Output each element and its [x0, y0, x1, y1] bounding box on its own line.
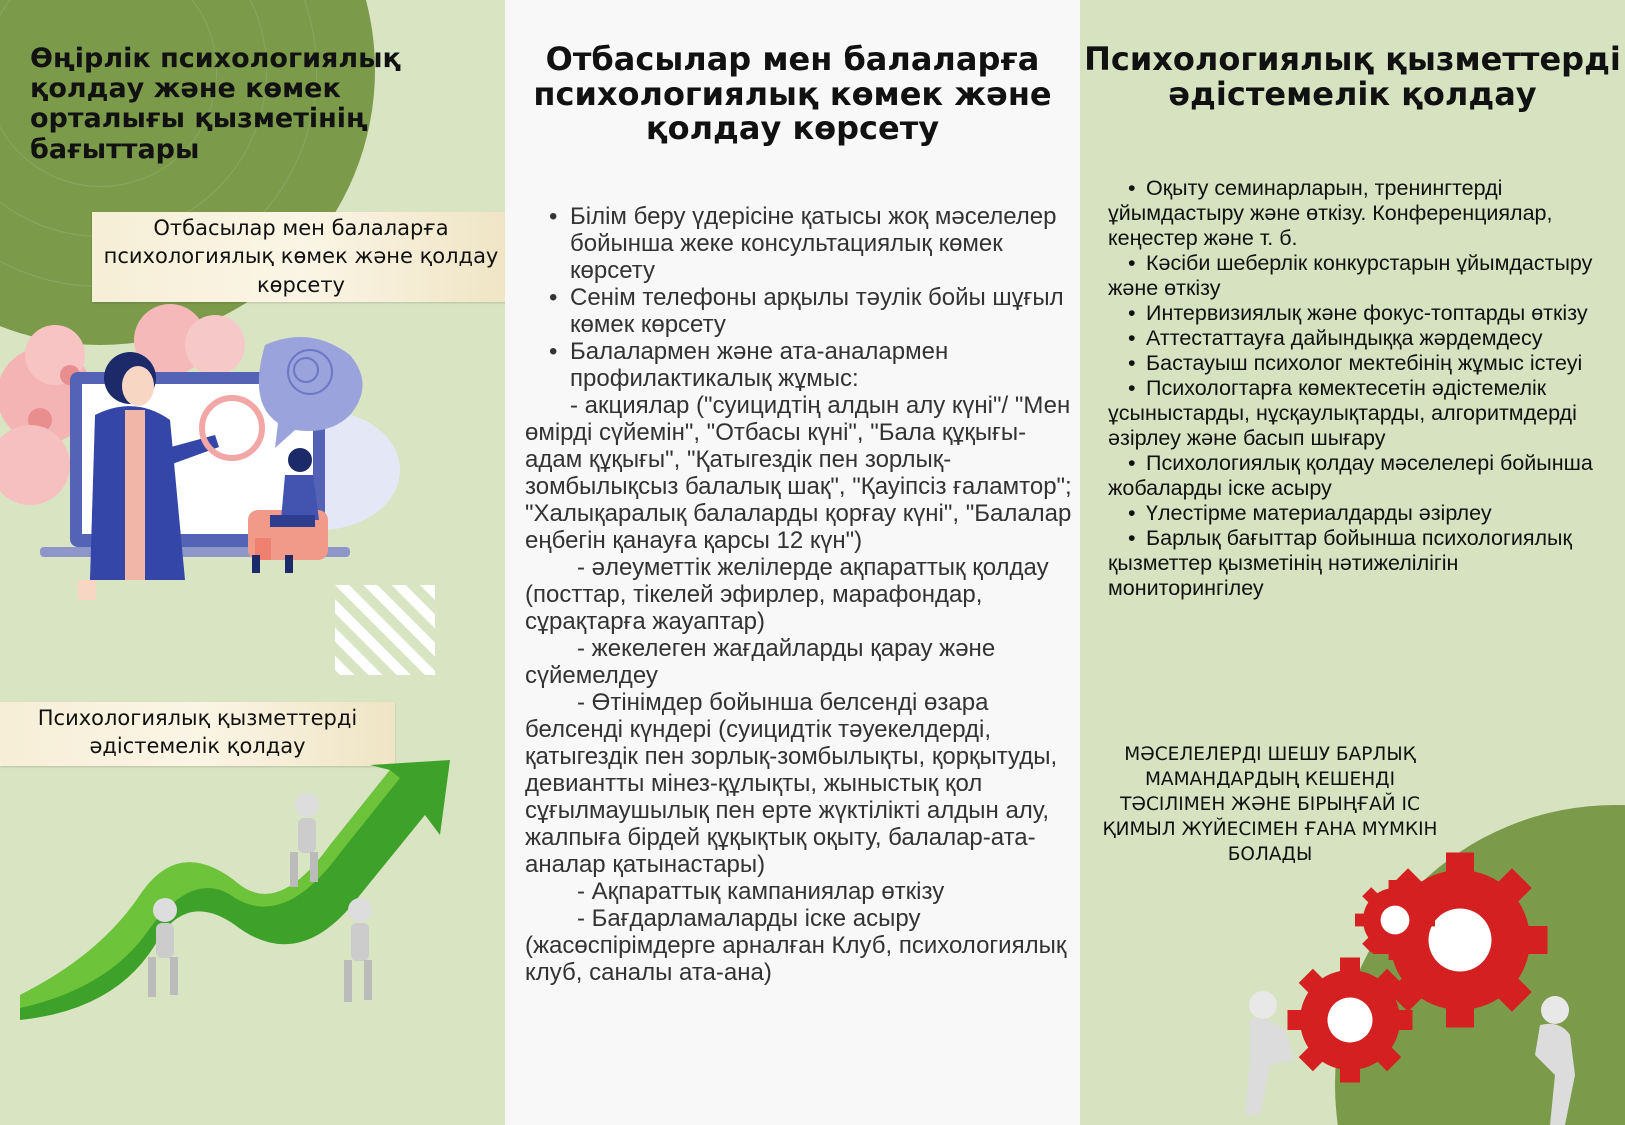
- right-body: [1108, 176, 1618, 601]
- middle-body: [525, 203, 1075, 986]
- right-list-item: • Үлестірме материалдарды әзірлеу: [1128, 501, 1492, 525]
- middle-sub-item: - Ақпараттық кампаниялар өткізу: [577, 878, 945, 905]
- middle-sub-item: - Өтінімдер бойынша белсенді өзара белсенді күндері (суицидтік тәуекелдерді, қатыгездік пен зорлық-зомбылықты, қорқытуды, девиантты мінез-құлықты, жыныстық қол сұғылмаушылық пен ерте жүктілікті алдын алу, жалпыға бірдей құқықтық оқыту, балалар-ата-аналар қатынастары): [525, 689, 1058, 878]
- growth-arrow-people-icon: [10, 760, 505, 1050]
- right-list-item: • Психологтарға көмектесетін әдістемелік ұсыныстарды, нұсқаулықтарды, алгоритмдерді әзірлеу және басып шығару: [1108, 376, 1577, 450]
- middle-bullet: • Сенім телефоны арқылы тәулік бойы шұғыл көмек көрсету: [525, 284, 1075, 338]
- right-list-item: • Оқыту семинарларын, тренингтерді ұйымдастыру және өткізу. Конференциялар, кеңестер және т. б.: [1108, 176, 1553, 250]
- middle-bullet: • Білім беру үдерісіне қатысы жоқ мәселелер бойынша жеке консультациялық көмек көрсету: [525, 203, 1075, 284]
- right-caption: МӘСЕЛЕЛЕРДІ ШЕШУ БАРЛЫҚ МАМАНДАРДЫҢ КЕШЕНДІ ТӘСІЛІМЕН ЖӘНЕ БІРЫҢҒАЙ ІС ҚИМЫЛ ЖҮЙЕСІМЕН ҒАНА МҮМКІН БОЛАДЫ: [1102, 744, 1438, 865]
- right-panel: [1080, 0, 1625, 1125]
- right-list-item: • Интервизиялық және фокус-топтарды өткізу: [1128, 301, 1588, 325]
- right-list-item: • Барлық бағыттар бойынша психологиялық қызметтер қызметінің нәтижелілігін мониторингілеу: [1108, 526, 1572, 600]
- middle-title: Отбасылар мен балаларға психологиялық көмек және қолдау көрсету: [533, 40, 1052, 148]
- right-list-item: • Психологиялық қолдау мәселелері бойынша жобаларды іске асыру: [1108, 451, 1593, 500]
- middle-sub-item: - жекелеген жағдайларды қарау және сүйемелдеу: [525, 635, 996, 689]
- gears-people-icon: [1205, 845, 1625, 1125]
- label-box-methodical-support: Психологиялық қызметтерді әдістемелік қолдау: [0, 702, 395, 766]
- right-title: Психологиялық қызметтерді әдістемелік қолдау: [1084, 40, 1621, 113]
- middle-bullet: • Балалармен және ата-аналармен профилактикалық жұмыс:: [525, 338, 1075, 392]
- striped-square-icon: [335, 585, 435, 675]
- middle-sub-item: - акциялар ("суицидтің алдын алу күні"/ "Мен өмірді сүйемін", "Отбасы күні", "Бала құқығы-адам құқығы", "Қатыгездік пен зорлық-зомбылықсыз балалық шақ", "Қауіпсіз ғаламтор"; "Халықаралық балаларды қорғау күні", "Балалар еңбегін қанауға қарсы 12 күн"): [525, 392, 1072, 554]
- counseling-illustration-icon: [0, 300, 420, 620]
- right-list-item: • Бастауыш психолог мектебінің жұмыс істеуі: [1128, 351, 1583, 375]
- middle-sub-item: - Бағдарламаларды іске асыру (жасөспірімдерге арналған Клуб, психологиялық клуб, саналы ата-ана): [525, 905, 1067, 986]
- left-title: Өңірлік психологиялық қолдау және көмек орталығы қызметінің бағыттары: [30, 43, 401, 165]
- middle-sub-item: - әлеуметтік желілерде ақпараттық қолдау (посттар, тікелей эфирлер, марафондар, сұрақтарға жауаптар): [525, 554, 1049, 635]
- middle-panel: [505, 0, 1080, 1125]
- label-box-family-support: Отбасылар мен балаларға психологиялық көмек және қолдау көрсету: [92, 212, 505, 302]
- right-list-item: • Кәсіби шеберлік конкурстарын ұйымдастыру және өткізу: [1108, 251, 1593, 300]
- left-panel: [0, 0, 505, 1125]
- right-list-item: • Аттестаттауға дайындыққа жәрдемдесу: [1128, 326, 1543, 350]
